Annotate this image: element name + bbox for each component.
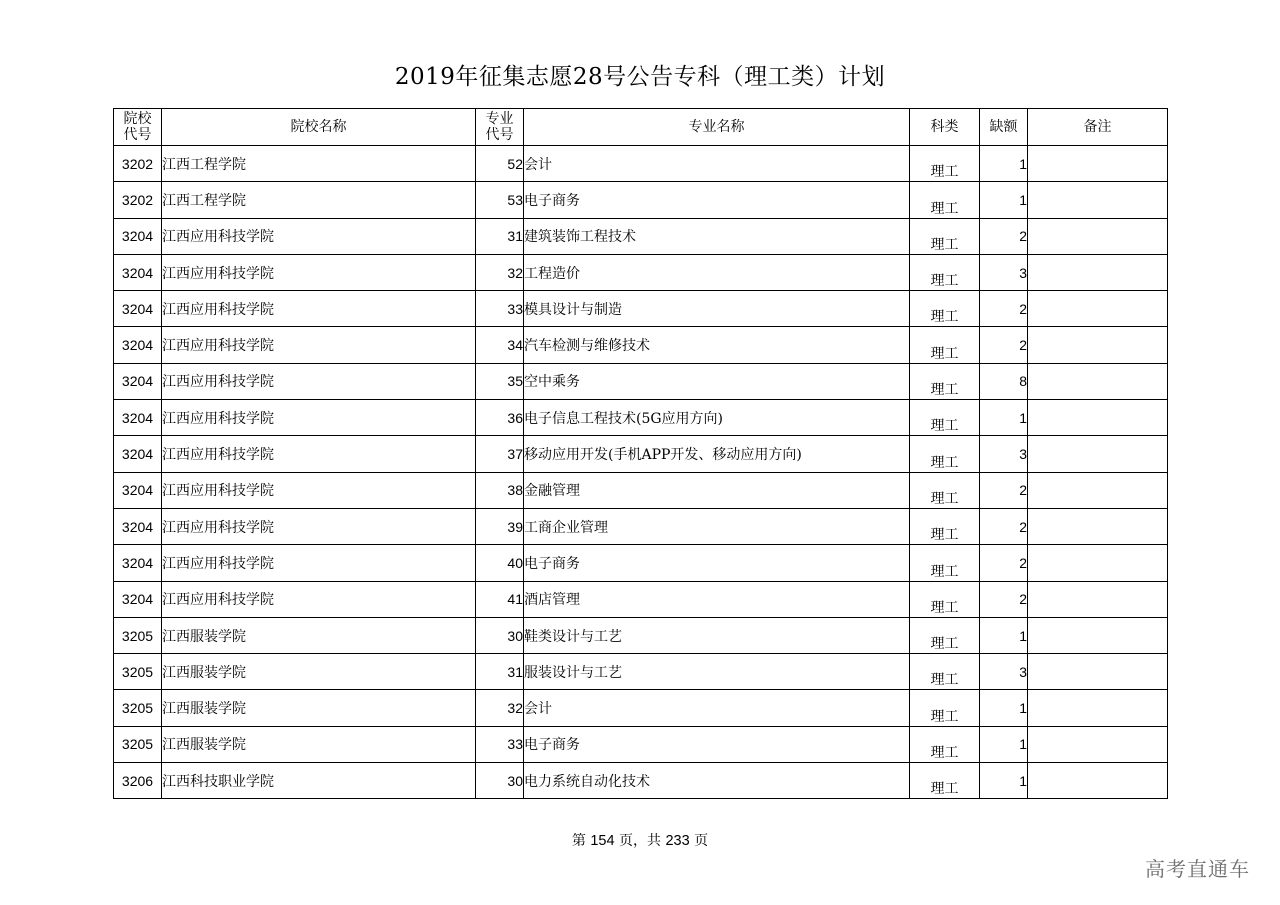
cell-category: 理工	[910, 436, 980, 472]
cell-school-name: 江西应用科技学院	[162, 363, 476, 399]
cell-quota: 1	[980, 690, 1028, 726]
table-row	[114, 726, 1168, 762]
table-row	[114, 400, 1168, 436]
table-row	[114, 545, 1168, 581]
cell-category: 理工	[910, 254, 980, 290]
cell-school-code: 3204	[114, 254, 162, 290]
cell-remarks	[1028, 763, 1168, 799]
cell-major-code: 32	[476, 690, 524, 726]
cell-remarks	[1028, 654, 1168, 690]
admission-plan-table	[113, 108, 1168, 799]
total-page-count: 233	[665, 833, 690, 849]
cell-quota: 2	[980, 508, 1028, 544]
cell-school-name: 江西应用科技学院	[162, 581, 476, 617]
table-row	[114, 363, 1168, 399]
cell-school-code: 3205	[114, 726, 162, 762]
table-row	[114, 436, 1168, 472]
cell-quota: 2	[980, 545, 1028, 581]
cell-quota: 2	[980, 291, 1028, 327]
cell-major-name: 工程造价	[524, 254, 910, 290]
table-row	[114, 146, 1168, 182]
cell-category: 理工	[910, 218, 980, 254]
cell-major-code: 30	[476, 617, 524, 653]
cell-quota: 3	[980, 254, 1028, 290]
table-row	[114, 690, 1168, 726]
cell-quota: 2	[980, 581, 1028, 617]
cell-category: 理工	[910, 291, 980, 327]
cell-remarks	[1028, 617, 1168, 653]
cell-category: 理工	[910, 327, 980, 363]
cell-school-name: 江西科技职业学院	[162, 763, 476, 799]
cell-quota: 1	[980, 763, 1028, 799]
cell-remarks	[1028, 363, 1168, 399]
cell-remarks	[1028, 508, 1168, 544]
cell-category: 理工	[910, 508, 980, 544]
header-major-name: 专业名称	[524, 109, 910, 146]
cell-remarks	[1028, 146, 1168, 182]
cell-major-code: 31	[476, 218, 524, 254]
cell-category: 理工	[910, 146, 980, 182]
watermark-text: 高考直通车	[1145, 857, 1250, 881]
cell-school-code: 3204	[114, 472, 162, 508]
current-page-number: 154	[590, 833, 615, 849]
table-row	[114, 617, 1168, 653]
cell-quota: 2	[980, 472, 1028, 508]
header-category: 科类	[910, 109, 980, 146]
cell-category: 理工	[910, 763, 980, 799]
table-row	[114, 508, 1168, 544]
cell-quota: 2	[980, 218, 1028, 254]
cell-major-name: 电子商务	[524, 726, 910, 762]
cell-major-name: 服装设计与工艺	[524, 654, 910, 690]
cell-school-code: 3205	[114, 617, 162, 653]
cell-major-code: 53	[476, 182, 524, 218]
cell-school-code: 3204	[114, 545, 162, 581]
cell-major-name: 工商企业管理	[524, 508, 910, 544]
cell-major-code: 36	[476, 400, 524, 436]
cell-school-code: 3204	[114, 291, 162, 327]
table-row	[114, 254, 1168, 290]
page-footer	[0, 830, 1280, 850]
header-school-name: 院校名称	[162, 109, 476, 146]
cell-category: 理工	[910, 726, 980, 762]
cell-major-code: 37	[476, 436, 524, 472]
cell-school-code: 3204	[114, 581, 162, 617]
cell-major-name: 模具设计与制造	[524, 291, 910, 327]
cell-school-name: 江西服装学院	[162, 617, 476, 653]
cell-quota: 3	[980, 436, 1028, 472]
cell-school-code: 3204	[114, 363, 162, 399]
footer-middle: 页，共	[619, 833, 661, 849]
cell-category: 理工	[910, 617, 980, 653]
cell-school-code: 3204	[114, 218, 162, 254]
cell-school-code: 3204	[114, 508, 162, 544]
cell-major-code: 41	[476, 581, 524, 617]
cell-school-name: 江西应用科技学院	[162, 291, 476, 327]
table-row	[114, 291, 1168, 327]
table-row	[114, 581, 1168, 617]
cell-major-code: 40	[476, 545, 524, 581]
cell-major-name: 会计	[524, 690, 910, 726]
cell-major-name: 会计	[524, 146, 910, 182]
cell-school-name: 江西应用科技学院	[162, 472, 476, 508]
cell-school-code: 3202	[114, 146, 162, 182]
table-header-row	[114, 109, 1168, 146]
cell-major-name: 金融管理	[524, 472, 910, 508]
cell-school-name: 江西应用科技学院	[162, 254, 476, 290]
cell-major-name: 电子商务	[524, 182, 910, 218]
cell-category: 理工	[910, 363, 980, 399]
header-major-code: 专业 代号	[476, 109, 524, 146]
cell-school-name: 江西服装学院	[162, 654, 476, 690]
cell-remarks	[1028, 436, 1168, 472]
cell-school-code: 3205	[114, 654, 162, 690]
table-row	[114, 654, 1168, 690]
cell-major-name: 汽车检测与维修技术	[524, 327, 910, 363]
cell-school-code: 3204	[114, 436, 162, 472]
cell-quota: 3	[980, 654, 1028, 690]
table-row	[114, 472, 1168, 508]
cell-quota: 1	[980, 726, 1028, 762]
cell-category: 理工	[910, 182, 980, 218]
cell-school-name: 江西应用科技学院	[162, 545, 476, 581]
cell-major-name: 移动应用开发(手机APP开发、移动应用方向)	[524, 436, 910, 472]
cell-major-code: 33	[476, 291, 524, 327]
cell-major-code: 31	[476, 654, 524, 690]
cell-quota: 1	[980, 617, 1028, 653]
table-row	[114, 218, 1168, 254]
header-school-code: 院校 代号	[114, 109, 162, 146]
cell-school-code: 3205	[114, 690, 162, 726]
cell-remarks	[1028, 254, 1168, 290]
cell-remarks	[1028, 545, 1168, 581]
cell-major-code: 35	[476, 363, 524, 399]
cell-quota: 1	[980, 182, 1028, 218]
cell-major-name: 空中乘务	[524, 363, 910, 399]
cell-school-name: 江西应用科技学院	[162, 400, 476, 436]
cell-category: 理工	[910, 690, 980, 726]
cell-school-name: 江西应用科技学院	[162, 327, 476, 363]
cell-quota: 1	[980, 146, 1028, 182]
cell-school-name: 江西服装学院	[162, 726, 476, 762]
table-row	[114, 327, 1168, 363]
cell-major-name: 电子信息工程技术(5G应用方向)	[524, 400, 910, 436]
cell-school-name: 江西应用科技学院	[162, 508, 476, 544]
cell-category: 理工	[910, 472, 980, 508]
cell-remarks	[1028, 327, 1168, 363]
cell-major-name: 鞋类设计与工艺	[524, 617, 910, 653]
cell-school-name: 江西应用科技学院	[162, 436, 476, 472]
cell-quota: 1	[980, 400, 1028, 436]
document-title: 2019年征集志愿28号公告专科（理工类）计划	[394, 64, 886, 90]
cell-remarks	[1028, 291, 1168, 327]
cell-major-code: 33	[476, 726, 524, 762]
cell-school-code: 3202	[114, 182, 162, 218]
cell-major-code: 32	[476, 254, 524, 290]
cell-school-name: 江西应用科技学院	[162, 218, 476, 254]
header-remarks: 备注	[1028, 109, 1168, 146]
cell-major-name: 建筑装饰工程技术	[524, 218, 910, 254]
cell-major-code: 39	[476, 508, 524, 544]
cell-school-code: 3204	[114, 327, 162, 363]
table-row	[114, 763, 1168, 799]
cell-school-name: 江西工程学院	[162, 146, 476, 182]
cell-category: 理工	[910, 545, 980, 581]
cell-major-name: 酒店管理	[524, 581, 910, 617]
cell-category: 理工	[910, 654, 980, 690]
footer-prefix: 第	[571, 833, 586, 849]
cell-major-code: 38	[476, 472, 524, 508]
cell-major-code: 30	[476, 763, 524, 799]
cell-major-name: 电力系统自动化技术	[524, 763, 910, 799]
cell-remarks	[1028, 400, 1168, 436]
cell-school-name: 江西工程学院	[162, 182, 476, 218]
cell-quota: 2	[980, 327, 1028, 363]
cell-category: 理工	[910, 581, 980, 617]
cell-major-code: 34	[476, 327, 524, 363]
cell-school-code: 3204	[114, 400, 162, 436]
cell-major-code: 52	[476, 146, 524, 182]
header-quota: 缺额	[980, 109, 1028, 146]
cell-remarks	[1028, 182, 1168, 218]
table-row	[114, 182, 1168, 218]
footer-suffix: 页	[694, 833, 709, 849]
cell-remarks	[1028, 726, 1168, 762]
cell-category: 理工	[910, 400, 980, 436]
cell-school-name: 江西服装学院	[162, 690, 476, 726]
cell-school-code: 3206	[114, 763, 162, 799]
cell-remarks	[1028, 690, 1168, 726]
cell-remarks	[1028, 218, 1168, 254]
cell-quota: 8	[980, 363, 1028, 399]
table-body	[114, 146, 1168, 799]
cell-remarks	[1028, 472, 1168, 508]
cell-major-name: 电子商务	[524, 545, 910, 581]
cell-remarks	[1028, 581, 1168, 617]
